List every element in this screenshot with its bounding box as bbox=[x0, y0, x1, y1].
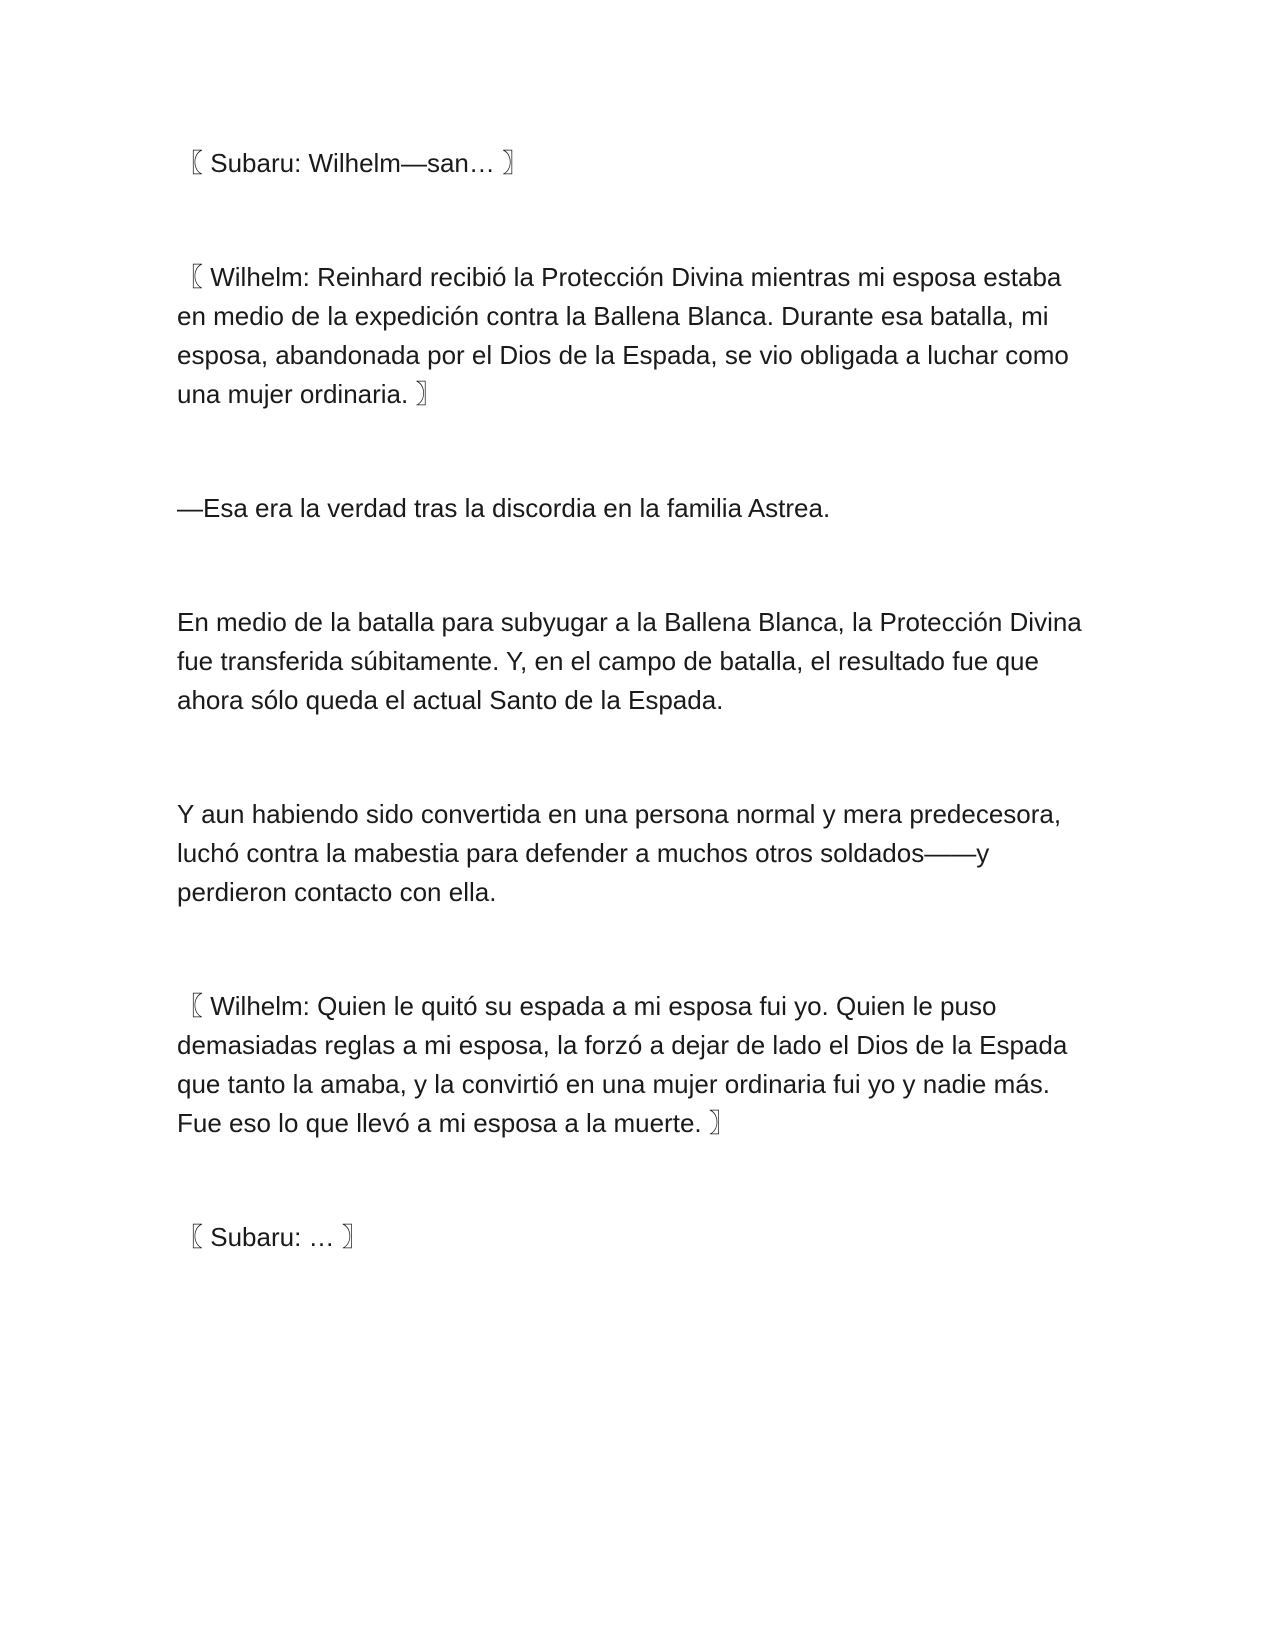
paragraph-subaru-line-1: 〖 Subaru: Wilhelm—san… 〗 bbox=[177, 148, 529, 178]
paragraph-subaru-line-2: 〖 Subaru: … 〗 bbox=[177, 1222, 368, 1252]
document-body bbox=[177, 144, 1097, 1257]
paragraph-narration-1: —Esa era la verdad tras la discordia en la familia Astrea. bbox=[177, 493, 831, 523]
paragraph-narration-3: Y aun habiendo sido convertida en una persona normal y mera predecesora, luchó contra la mabestia para defender a muchos otros soldados——y perdieron contacto con ella. bbox=[177, 799, 1062, 907]
paragraph-wilhelm-line-2: 〖 Wilhelm: Quien le quitó su espada a mi esposa fui yo. Quien le puso demasiadas reglas a mi esposa, la forzó a dejar de lado el Dios de la Espada que tanto la amaba, y la convirtió en una mujer ordinaria fui yo y nadie más. Fue eso lo que llevó a mi esposa a la muerte. 〗 bbox=[177, 991, 1068, 1138]
paragraph-wilhelm-line-1: 〖 Wilhelm: Reinhard recibió la Protección Divina mientras mi esposa estaba en medio de la expedición contra la Ballena Blanca. Durante esa batalla, mi esposa, abandonada por el Dios de la Espada, se vio obligada a luchar como una mujer ordinaria. 〗 bbox=[177, 262, 1069, 409]
paragraph-narration-2: En medio de la batalla para subyugar a la Ballena Blanca, la Protección Divina fue transferida súbitamente. Y, en el campo de batalla, el resultado fue que ahora sólo queda el actual Santo de la Espada. bbox=[177, 607, 1082, 715]
